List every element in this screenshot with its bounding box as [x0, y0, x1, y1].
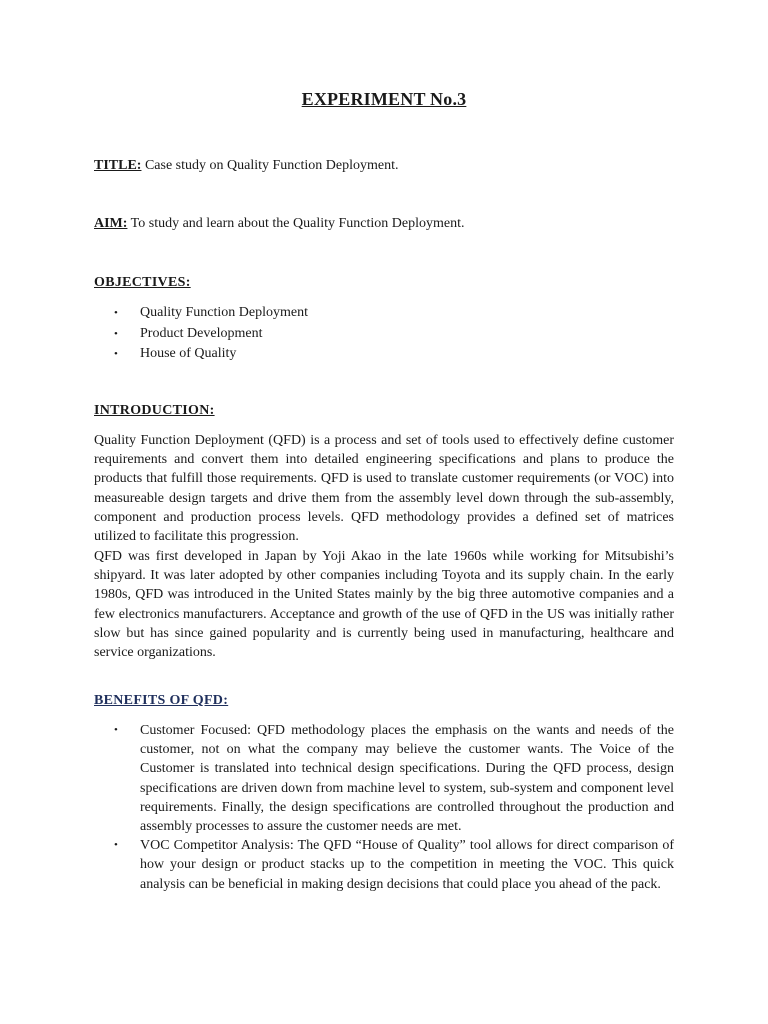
objectives-heading: OBJECTIVES: — [94, 275, 191, 290]
benefits-list — [112, 721, 674, 894]
introduction-heading: INTRODUCTION: — [94, 403, 215, 418]
title-line — [94, 158, 399, 174]
bullet-icon: • — [114, 839, 118, 852]
bullet-icon: • — [114, 348, 118, 360]
list-item — [112, 344, 308, 365]
benefit-text: VOC Competitor Analysis: The QFD “House of Quality” tool allows for direct comparison of how your design or product stacks up to the competition in meeting the VOC. This quick analysis can be beneficial in making design decisions that could place you ahead of the pack. — [140, 838, 674, 892]
objective-text: Quality Function Deployment — [140, 305, 308, 320]
bullet-icon: • — [114, 724, 118, 736]
aim-text: To study and learn about the Quality Function Deployment. — [127, 216, 465, 231]
list-item — [112, 721, 674, 836]
benefits-heading: BENEFITS OF QFD: — [94, 693, 229, 708]
aim-label: AIM: — [94, 216, 128, 231]
bullet-icon: • — [114, 307, 118, 319]
title-text: Case study on Quality Function Deployment. — [141, 158, 399, 173]
list-item — [112, 303, 308, 324]
title-label: TITLE: — [94, 158, 142, 173]
aim-line — [94, 216, 464, 232]
list-item — [112, 836, 674, 894]
objective-text: Product Development — [140, 325, 263, 341]
document-title: EXPERIMENT No.3 — [301, 89, 467, 109]
objective-text: House of Quality — [140, 346, 237, 361]
introduction-paragraph-1: Quality Function Deployment (QFD) is a process and set of tools used to effectively define customer requirements and convert them into detailed engineering specifications and plans to produce the products that fulfill those requirements. QFD is used to translate customer requirements (or VOC) into measureable design targets and drive them from the assembly level down through the sub-assembly, component and production process levels. QFD methodology provides a defined set of matrices utilized to facilitate this progression. — [94, 433, 674, 545]
objectives-list — [112, 303, 308, 365]
list-item — [112, 324, 308, 345]
introduction-paragraph-2: QFD was first developed in Japan by Yoji Akao in the late 1960s while working for Mitsubishi’s shipyard. It was later adopted by other companies including Toyota and its supply chain. In the early 1980s, QFD was introduced in the United States mainly by the big three automotive companies and a few electronics manufacturers. Acceptance and growth of the use of QFD in the US was initially rather slow but has since gained popularity and is currently being used in manufacturing, healthcare and service organizations. — [94, 549, 674, 661]
bullet-icon: • — [114, 327, 118, 340]
benefit-text: Customer Focused: QFD methodology places the emphasis on the wants and needs of the customer, not on what the company may believe the customer wants. The Voice of the Customer is translated into technical design specifications. During the QFD process, design specifications are driven down from machine level to system, sub-system and component level requirements. Finally, the design specifications are controlled throughout the production and assembly processes to assure the customer needs are met. — [140, 723, 674, 835]
